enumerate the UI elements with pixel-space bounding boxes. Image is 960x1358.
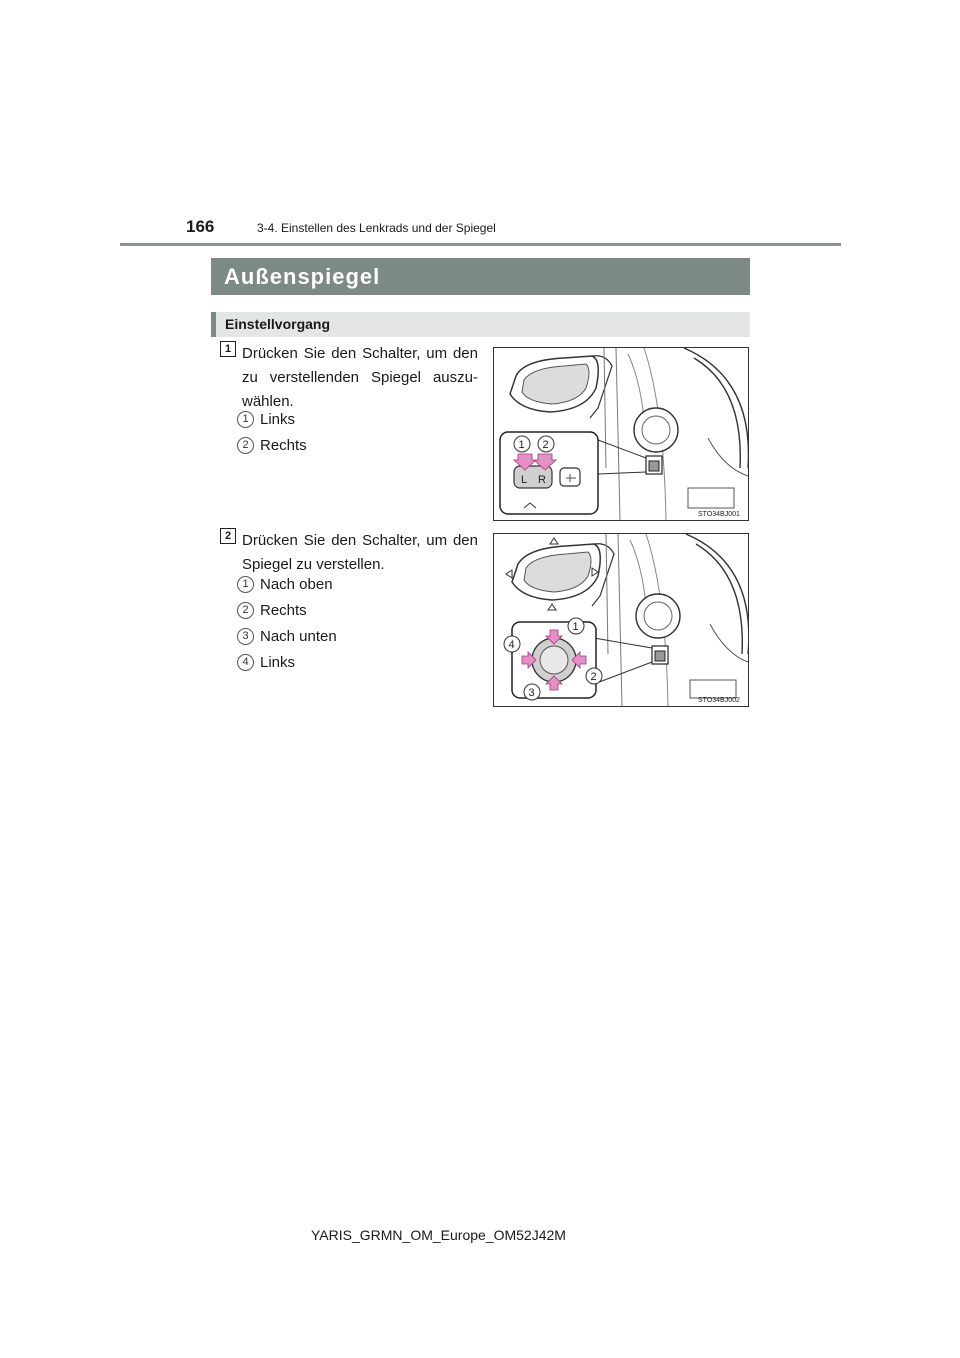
document-id: YARIS_GRMN_OM_Europe_OM52J42M xyxy=(311,1227,566,1243)
header-rule xyxy=(120,243,841,246)
item-number: 2 xyxy=(237,437,254,454)
step-text: Drücken Sie den Schalter, um den zu verstellenden Spiegel auszu-wählen. xyxy=(242,345,478,410)
page-number: 166 xyxy=(186,217,215,236)
item-label: Links xyxy=(260,411,296,428)
item-label: Rechts xyxy=(260,437,307,454)
figure-code: STO34BJ002 xyxy=(698,697,740,704)
step-text: Drücken Sie den Schalter, um den Spiegel zu verstellen. xyxy=(242,532,478,573)
item-number: 3 xyxy=(237,628,254,645)
chapter-title: 3-4. Einstellen des Lenkrads und der Spiegel xyxy=(257,221,496,235)
item-label: Nach unten xyxy=(260,628,337,645)
item-label: Links xyxy=(260,654,296,671)
item-label: Nach oben xyxy=(260,576,333,593)
mirror-select-illustration xyxy=(494,348,748,520)
item-number: 2 xyxy=(237,602,254,619)
callout-number: 2 xyxy=(590,671,597,683)
switch-label-l: L xyxy=(521,474,528,486)
figure-mirror-select xyxy=(493,347,749,521)
item-number: 1 xyxy=(237,411,254,428)
figure-code: STO34BJ001 xyxy=(698,511,740,518)
section-title: Außenspiegel xyxy=(211,258,750,295)
callout-number: 1 xyxy=(572,621,579,633)
item-label: Rechts xyxy=(260,602,307,619)
callout-number: 3 xyxy=(528,687,535,699)
mirror-adjust-illustration xyxy=(494,534,748,706)
callout-number: 2 xyxy=(542,439,549,451)
step-badge: 2 xyxy=(220,528,236,544)
figure-mirror-adjust xyxy=(493,533,749,707)
step-badge: 1 xyxy=(220,341,236,357)
subsection-title: Einstellvorgang xyxy=(211,312,750,337)
callout-number: 4 xyxy=(508,639,515,651)
callout-number: 1 xyxy=(518,439,525,451)
switch-label-r: R xyxy=(538,474,546,486)
item-number: 4 xyxy=(237,654,254,671)
item-number: 1 xyxy=(237,576,254,593)
